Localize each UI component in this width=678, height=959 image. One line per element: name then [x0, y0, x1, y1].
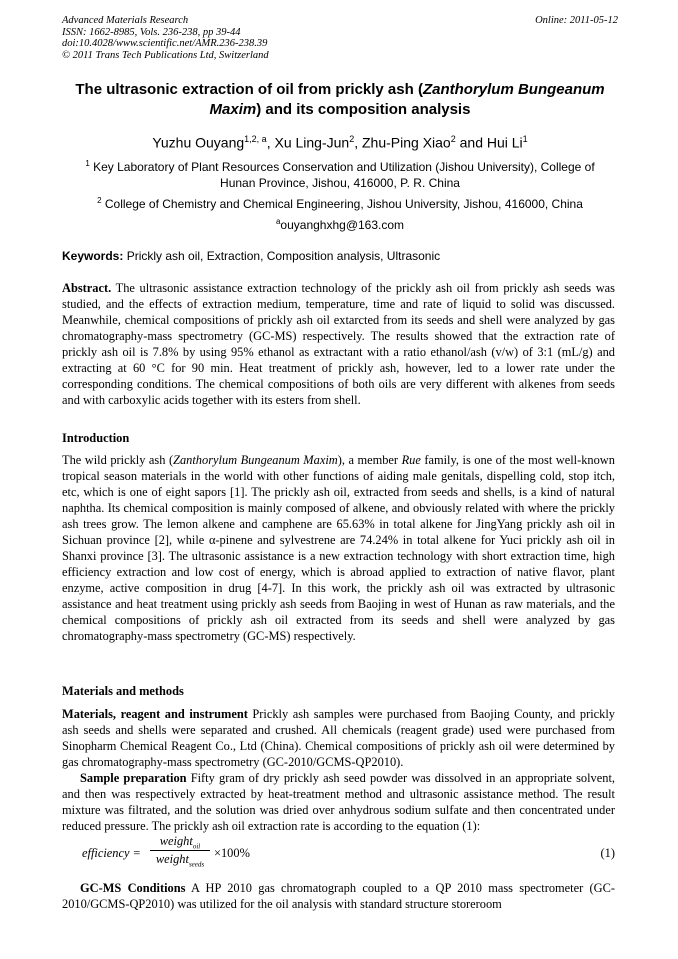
intro-text-3: family, is one of the most well-known tropical season materials in the world with other functions of aiding male genitals, dispelling cold, stop itch, etc, which is one of eight sapors [1]. The prickly ash oil, extracted from seeds and shells, is a kind of natural naphtha. Its chemical composition is mainly composed of alkene, and obviously related with where the prickly ash trees grow. The lemon alkene and camphene are 65.63% in total alkene for JingYang prickly ash oil in Sichuan province [2], while α-pinene and sylvestrene are 74.24% in total alkene for Yuci prickly ash oil in Shanxi province [3]. The ultrasonic assistance is a new extraction technology with short extraction time, high efficiency extraction and low cost of energy, which is abroad applied to extraction of native flavor, plant enzyme, active composition in drug [4-7]. In this work, the prickly ash oil was extracted by ultrasonic assistance and heat treatment using prickly ash seeds from Baojing in west of Hunan as raw materials, and the chemical compositions of prickly ash oil extracted from its seeds and shell were analyzed by gas chromatography-mass spectrometry (GC-MS) respectively.: [62, 453, 615, 643]
abstract-label: Abstract.: [62, 281, 112, 295]
methods-p1-text: Prickly ash samples were purchased from Baojing County, and prickly ash seeds and shells were separated and crushed. All chemicals (reagent grade) used were purchased from Sinopharm Chemical Reagent Co., Ltd (China). Chemical compositions of prickly ash oil were determined by gas chromatography-mass spectrometry (GC-2010/GCMS-QP2010).: [62, 707, 615, 769]
abstract: [62, 280, 615, 408]
intro-text-2: ), a member: [337, 453, 402, 467]
denominator-subscript: seeds: [188, 860, 205, 869]
intro-species: Zanthorylum Bungeanum Maxim: [173, 453, 338, 467]
affiliation-2: [62, 193, 618, 212]
methods-p1-label: Materials, reagent and instrument: [62, 707, 248, 721]
affiliation-1-marker: 1: [85, 159, 90, 168]
author-2-affiliation: 2: [349, 134, 355, 144]
author-separator: ,: [266, 134, 275, 151]
introduction-paragraph: [62, 452, 615, 644]
introduction-heading: Introduction: [62, 431, 130, 445]
author-1: Yuzhu Ouyang: [152, 134, 245, 151]
equation-numerator: [150, 834, 210, 849]
fraction-bar: [150, 850, 210, 851]
equation-1: [82, 834, 615, 874]
equation-denominator: [150, 852, 210, 868]
author-1-affiliation: 1,2, a: [244, 134, 267, 144]
journal-header: [62, 15, 618, 61]
author-3-affiliation: 2: [450, 134, 456, 144]
affiliation-2-text: College of Chemistry and Chemical Engineering, Jishou University, Jishou, 416000, China: [101, 197, 583, 211]
methods-paragraph-3: [62, 880, 615, 912]
author-4-affiliation: 1: [522, 134, 528, 144]
methods-p3-label: GC-MS Conditions: [80, 881, 186, 895]
title-part-2: ) and its composition analysis: [256, 101, 471, 118]
intro-text-1: The wild prickly ash (: [62, 453, 174, 467]
title-species: Zanthorylum Bungeanum Maxim: [209, 81, 605, 118]
online-date: Online: 2011-05-12: [535, 15, 618, 26]
author-3: Zhu-Ping Xiao: [362, 134, 451, 151]
title-part-1: The ultrasonic extraction of oil from prickly ash (: [75, 81, 423, 98]
methods-p2-text: Fifty gram of dry prickly ash seed powder was dissolved in an appropriate solvent, and then was respectively extracted by heat-treatment method and ultrasonic assistance method. The result mixture was filtrated, and the solution was dried over anhydrous sodium sulfate and then concentrated under reduced pressure. The prickly ash oil extraction rate is according to the equation (1):: [62, 771, 615, 833]
journal-doi[interactable]: doi:10.4028/www.scientific.net/AMR.236-238.39: [62, 38, 268, 49]
abstract-text: The ultrasonic assistance extraction technology of the prickly ash oil from prickly ash seeds was studied, and the effects of extraction medium, temperature, time and rate of liquid to solid was discussed. Meanwhile, chemical compositions of prickly ash oil extarcted from its seeds and shell were analyzed by gas chromatography-mass spectrometry (GC-MS) respectively. The results showed that the extraction rate of prickly ash oil is 7.8% by using 95% ethanol as extractant with a ratio ethanol/ash (v/w) of 3:1 (mL/g) and extracting at 60 °C for 90 min. Heat treatment of prickly ash, however, led to a lower rate under the corresponding conditions. The chemical compositions of both oils are very different with alkenes from seeds and with carboxylic acids together with its esters from shell.: [62, 281, 615, 407]
methods-paragraph-1: [62, 706, 615, 770]
methods-paragraph-2: [62, 770, 615, 834]
numerator-text: weight: [159, 834, 193, 848]
keywords-text: Prickly ash oil, Extraction, Composition analysis, Ultrasonic: [123, 249, 441, 263]
equation-rhs: ×100%: [214, 846, 250, 860]
equation-lhs: efficiency =: [82, 846, 141, 860]
journal-issn: ISSN: 1662-8985, Vols. 236-238, pp 39-44: [62, 26, 241, 38]
corresponding-email: [62, 214, 618, 233]
numerator-subscript: oil: [192, 842, 201, 851]
author-separator: and: [455, 134, 487, 151]
email-marker: a: [275, 217, 281, 226]
author-4: Hui Li: [486, 134, 523, 151]
affiliation-1: [62, 156, 618, 191]
equation-fraction: [150, 834, 210, 868]
equation-number: (1): [600, 846, 615, 860]
keywords-label: Keywords:: [62, 249, 124, 263]
keywords: [62, 248, 618, 264]
author-list: [62, 130, 618, 152]
affiliation-1-text: Key Laboratory of Plant Resources Conservation and Utilization (Jishou University), College of Hunan Province, Jishou, 416000, P. R. China: [89, 160, 595, 190]
methods-heading: Materials and methods: [62, 684, 184, 698]
journal-name: Advanced Materials Research: [62, 15, 189, 26]
journal-copyright: © 2011 Trans Tech Publications Ltd, Switzerland: [62, 49, 269, 61]
denominator-text: weight: [155, 852, 189, 866]
paper-title: [62, 80, 618, 120]
methods-p3-text: A HP 2010 gas chromatograph coupled to a QP 2010 mass spectrometer (GC-2010/GCMS-QP2010) was utilized for the oil analysis with standard structure storeroom: [62, 881, 615, 911]
author-separator: ,: [354, 134, 362, 151]
methods-p2-label: Sample preparation: [80, 771, 187, 785]
affiliation-2-marker: 2: [97, 196, 102, 205]
intro-family: Rue: [401, 453, 421, 467]
email-address[interactable]: ouyanghxhg@163.com: [280, 218, 405, 232]
author-2: Xu Ling-Jun: [274, 134, 350, 151]
